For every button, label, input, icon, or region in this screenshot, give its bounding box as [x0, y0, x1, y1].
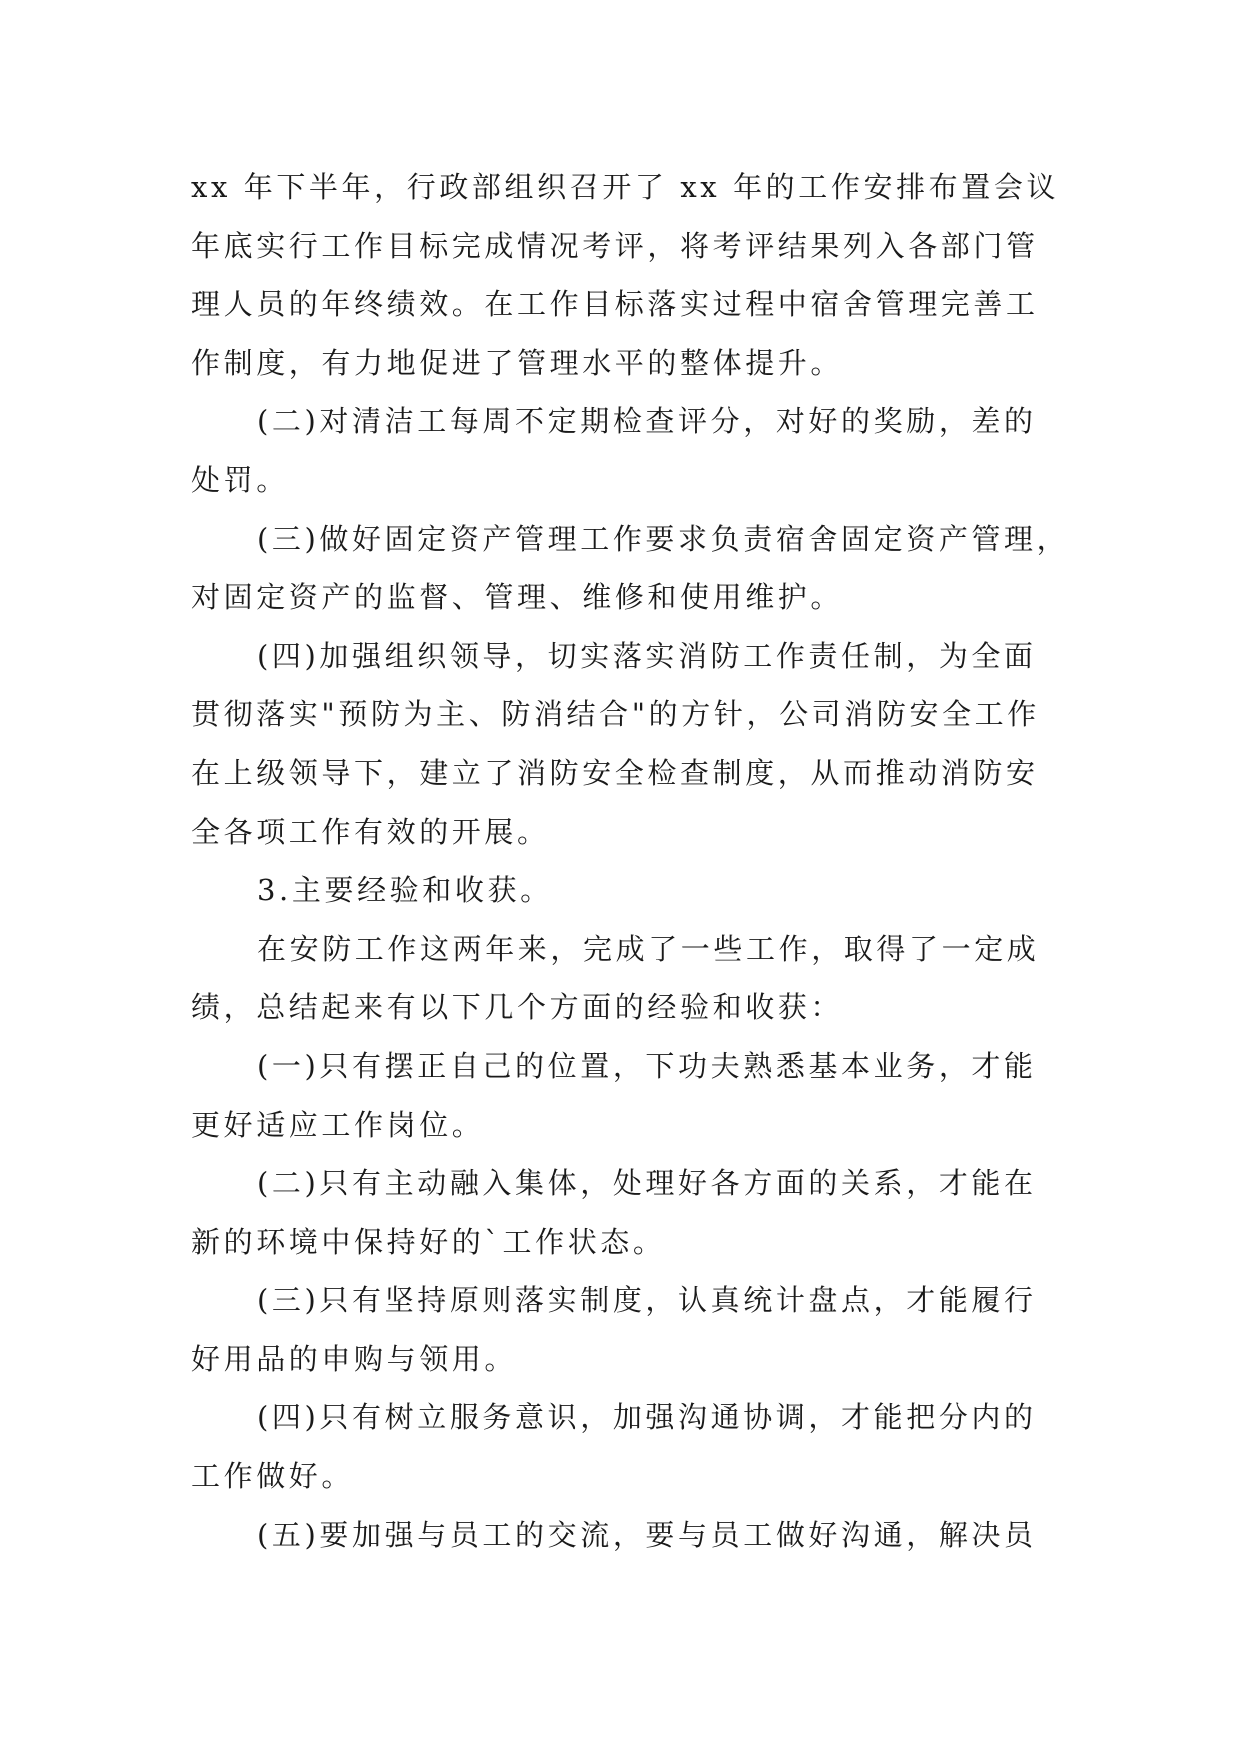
- text-line: (四)加强组织领导，切实落实消防工作责任制，为全面: [257, 638, 1037, 673]
- text-line: (二)只有主动融入集体，处理好各方面的关系，才能在: [257, 1166, 1037, 1201]
- text-line: 在安防工作这两年来，完成了一些工作，取得了一定成: [257, 931, 1040, 966]
- text-line: (四)只有树立服务意识，加强沟通协调，才能把分内的: [257, 1400, 1037, 1435]
- text-line: 好用品的申购与领用。: [191, 1341, 518, 1376]
- text-line: 理人员的年终绩效。在工作目标落实过程中宿舍管理完善工: [191, 287, 1039, 322]
- text-line: 更好适应工作岗位。: [191, 1107, 485, 1142]
- text-line: (五)要加强与员工的交流，要与员工做好沟通，解决员: [257, 1517, 1037, 1552]
- text-line: (一)只有摆正自己的位置，下功夫熟悉基本业务，才能: [257, 1048, 1037, 1083]
- text-line: (三)做好固定资产管理工作要求负责宿舍固定资产管理，: [257, 521, 1070, 556]
- text-line: 绩，总结起来有以下几个方面的经验和收获：: [191, 990, 844, 1025]
- text-line: 全各项工作有效的开展。: [191, 814, 550, 849]
- text-line: 处罚。: [191, 462, 289, 497]
- document-body: [191, 158, 1070, 1564]
- text-line: 3.主要经验和收获。: [257, 873, 553, 908]
- text-line: 在上级领导下，建立了消防安全检查制度，从而推动消防安: [191, 755, 1039, 790]
- text-line: 贯彻落实"预防为主、防消结合"的方针，公司消防安全工作: [191, 697, 1040, 732]
- text-line: (二)对清洁工每周不定期检查评分，对好的奖励，差的: [257, 404, 1037, 439]
- text-line: 年底实行工作目标完成情况考评，将考评结果列入各部门管: [191, 228, 1039, 263]
- text-line: (三)只有坚持原则落实制度，认真统计盘点，才能履行: [257, 1283, 1037, 1318]
- text-line: 工作做好。: [191, 1459, 355, 1494]
- text-line: 新的环境中保持好的`工作状态。: [191, 1224, 666, 1259]
- text-line: 对固定资产的监督、管理、维修和使用维护。: [191, 580, 844, 615]
- text-line: xx 年下半年，行政部组织召开了 xx 年的工作安排布置会议: [191, 170, 1060, 204]
- text-line: 作制度，有力地促进了管理水平的整体提升。: [191, 345, 844, 380]
